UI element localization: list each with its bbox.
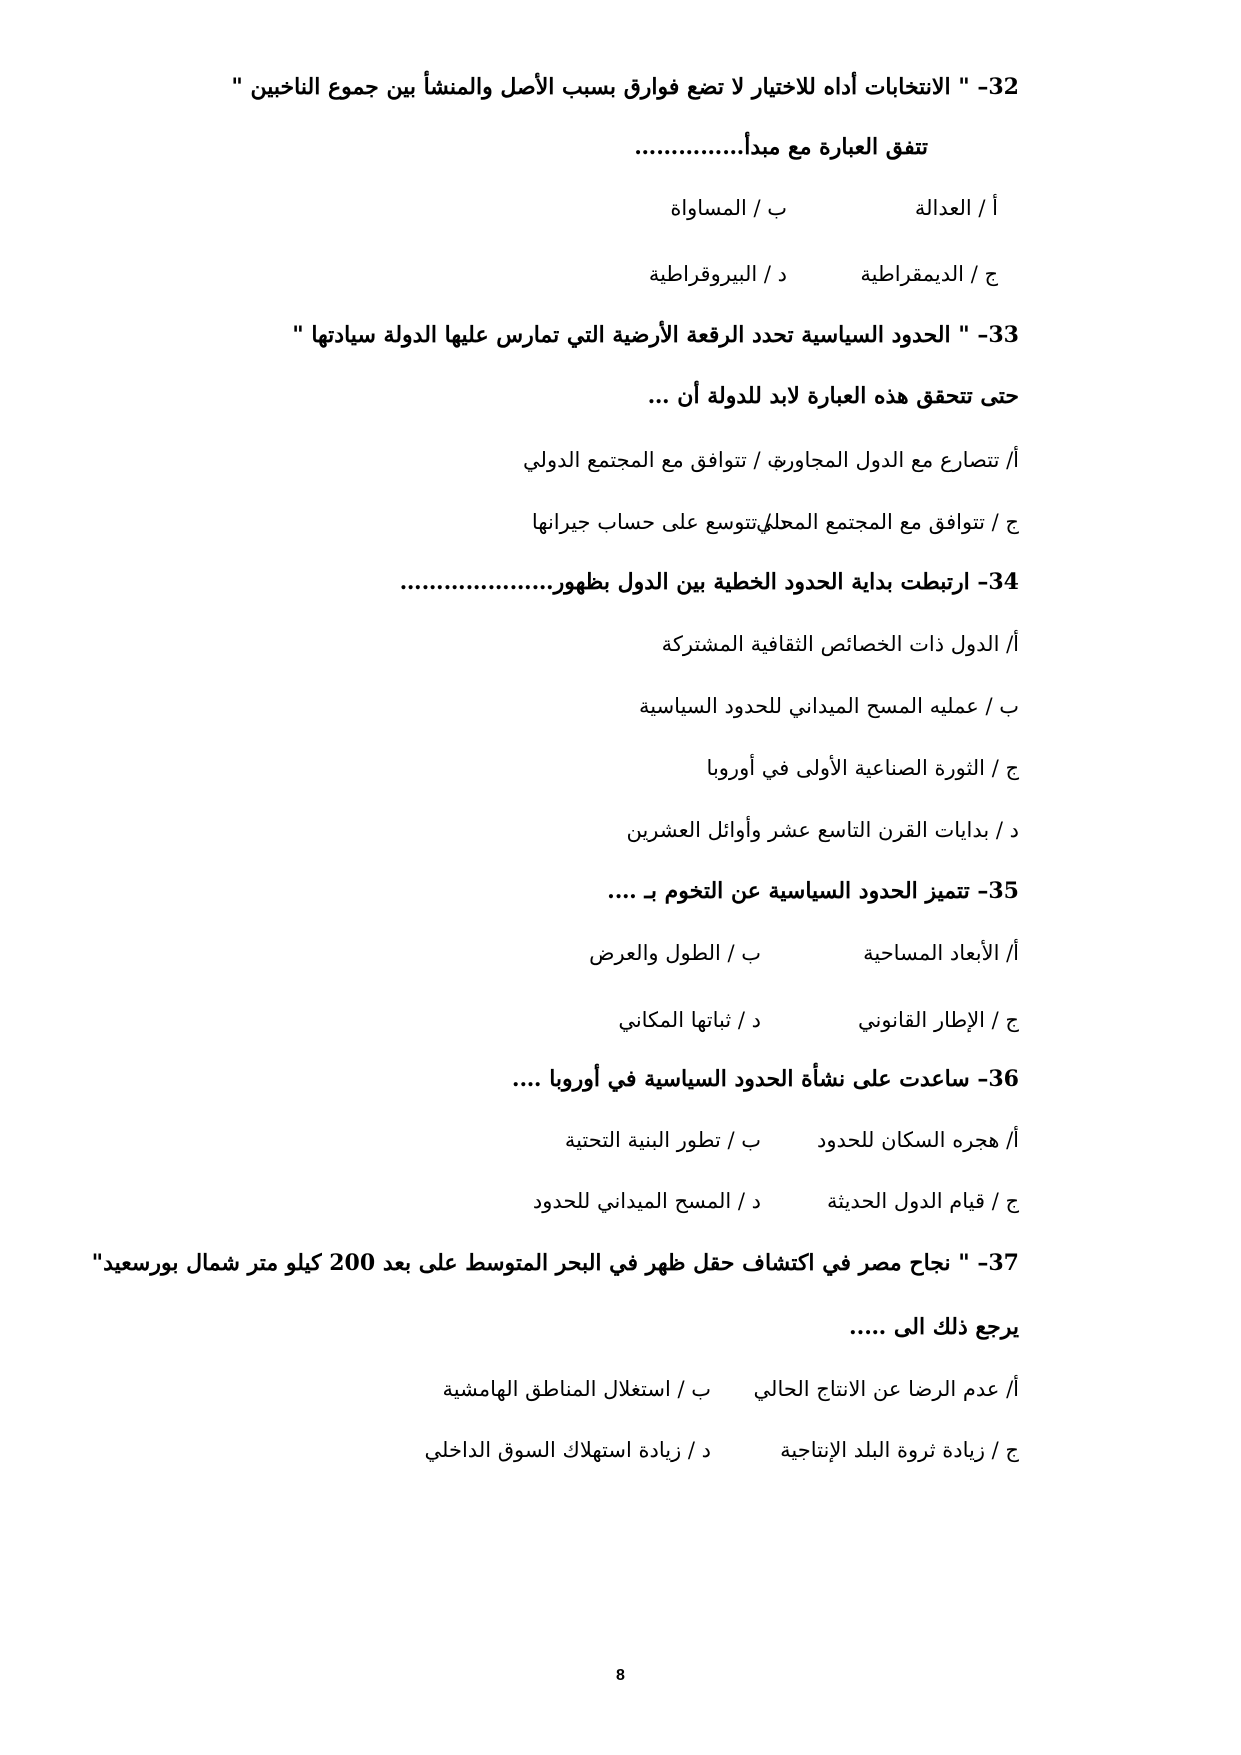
question-33-option-b[interactable]: ب / تتوافق مع المجتمع الدولي xyxy=(523,448,787,472)
question-36-option-b[interactable]: ب / تطور البنية التحتية xyxy=(564,1128,761,1152)
question-37-option-b[interactable]: ب / استغلال المناطق الهامشية xyxy=(442,1377,711,1401)
question-32-stem: 32– " الانتخابات أداه للاختيار لا تضع فوارق بسبب الأصل والمنشأ بين جموع الناخبين " xyxy=(231,74,1019,100)
question-33-option-a[interactable]: أ/ تتصارع مع الدول المجاورة xyxy=(773,448,1019,472)
question-33-option-c[interactable]: ج / تتوافق مع المجتمع المحلي xyxy=(756,510,1019,534)
question-34-option-a[interactable]: أ/ الدول ذات الخصائص الثقافية المشتركة xyxy=(661,632,1019,656)
question-35-option-d[interactable]: د / ثباتها المكاني xyxy=(618,1008,761,1032)
question-35-option-a[interactable]: أ/ الأبعاد المساحية xyxy=(863,941,1019,965)
question-33-prompt: حتى تتحقق هذه العبارة لابد للدولة أن … xyxy=(647,383,1019,409)
question-33-stem: 33– " الحدود السياسية تحدد الرقعة الأرضية التي تمارس عليها الدولة سيادتها " xyxy=(292,322,1019,348)
question-32-option-c[interactable]: ج / الديمقراطية xyxy=(860,262,998,286)
question-37-option-c[interactable]: ج / زيادة ثروة البلد الإنتاجية xyxy=(780,1438,1019,1462)
question-37-stem: 37– " نجاح مصر في اكتشاف حقل ظهر في البحر المتوسط على بعد 200 كيلو متر شمال بورسعيد" xyxy=(91,1250,1019,1276)
question-32-option-b[interactable]: ب / المساواة xyxy=(670,196,787,220)
question-36-option-c[interactable]: ج / قيام الدول الحديثة xyxy=(826,1189,1019,1213)
question-33-option-d[interactable]: د / تتوسع على حساب جيرانها xyxy=(531,510,787,534)
question-36-option-d[interactable]: د / المسح الميداني للحدود xyxy=(532,1189,761,1213)
question-36-stem: 36– ساعدت على نشأة الحدود السياسية في أوروبا …. xyxy=(511,1066,1019,1092)
question-35-option-c[interactable]: ج / الإطار القانوني xyxy=(857,1008,1019,1032)
question-35-stem: 35– تتميز الحدود السياسية عن التخوم بـ …. xyxy=(607,878,1019,904)
question-35-option-b[interactable]: ب / الطول والعرض xyxy=(589,941,761,965)
question-34-option-d[interactable]: د / بدايات القرن التاسع عشر وأوائل العشرين xyxy=(626,818,1019,842)
question-37-option-a[interactable]: أ/ عدم الرضا عن الانتاج الحالي xyxy=(753,1377,1019,1401)
question-34-option-c[interactable]: ج / الثورة الصناعية الأولى في أوروبا xyxy=(706,756,1019,780)
question-37-option-d[interactable]: د / زيادة استهلاك السوق الداخلي xyxy=(424,1438,711,1462)
question-34-option-b[interactable]: ب / عمليه المسح الميداني للحدود السياسية xyxy=(638,694,1019,718)
question-34-stem: 34– ارتبطت بداية الحدود الخطية بين الدول بظهور………………… xyxy=(399,569,1019,595)
question-37-prompt: يرجع ذلك الى ….. xyxy=(848,1314,1019,1340)
question-36-option-a[interactable]: أ/ هجره السكان للحدود xyxy=(817,1128,1019,1152)
question-32-prompt: تتفق العبارة مع مبدأ…………… xyxy=(634,134,928,160)
question-32-option-a[interactable]: أ / العدالة xyxy=(914,196,998,220)
page-number: 8 xyxy=(616,1667,625,1684)
question-32-option-d[interactable]: د / البيروقراطية xyxy=(648,262,787,286)
